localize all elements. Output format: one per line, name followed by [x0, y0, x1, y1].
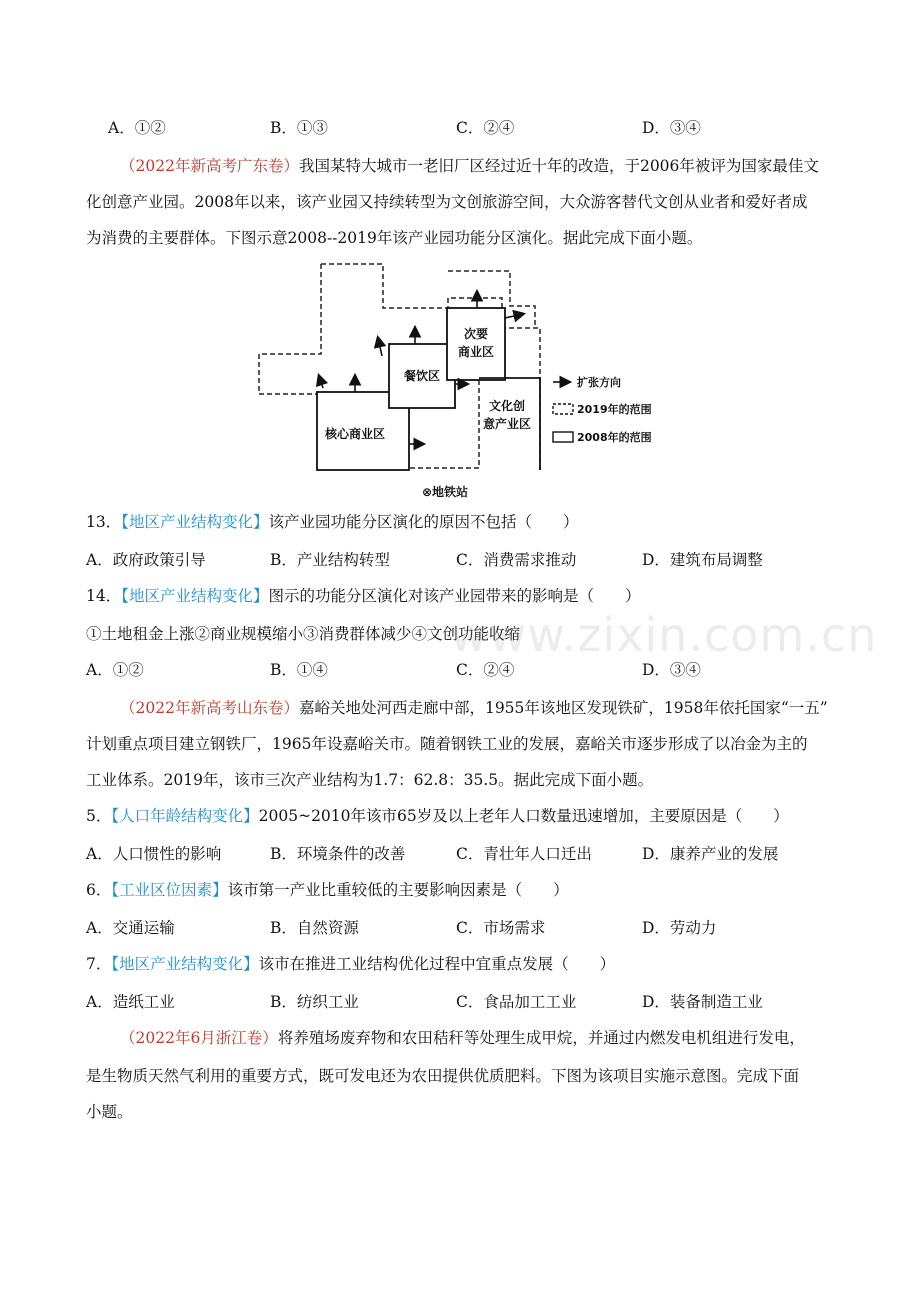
legend-2019-label: 2019年的范围: [577, 403, 652, 416]
q5-option-b: B．环境条件的改善: [270, 845, 406, 863]
question-number: 6．: [86, 881, 112, 899]
q13-option-d: D．建筑布局调整: [642, 551, 763, 569]
q14-option-b: B．①④: [270, 661, 328, 679]
question-number: 7．: [86, 955, 112, 973]
secondary-business-zone-box: [447, 308, 505, 380]
question-stem: 该市在推进工业结构优化过程中宜重点发展（ ）: [258, 955, 616, 973]
legend: [553, 375, 652, 444]
q6-option-c: C．市场需求: [456, 919, 546, 937]
q7-option-d: D．装备制造工业: [642, 993, 763, 1011]
topic-tag: 【人口年龄结构变化】: [111, 807, 259, 825]
q14-option-c: C．②④: [456, 661, 515, 679]
zone-diagram: [255, 258, 675, 502]
legend-dashed-swatch: [553, 404, 573, 414]
culture-zone-label-2: 意产业区: [482, 417, 532, 431]
topic-tag: 【地区产业结构变化】: [121, 587, 269, 605]
restaurant-zone-label: 餐饮区: [403, 369, 441, 383]
arrow-secondary-right: [505, 314, 523, 318]
option-a: A．①②: [108, 119, 166, 137]
watermark: www.zixin.com.cn: [450, 608, 878, 662]
q14-option-a: A．①②: [86, 661, 144, 679]
q7-option-a: A．造纸工业: [86, 993, 175, 1011]
passage-text: 将养殖场废弃物和农田秸秆等处理生成甲烷，并通过内燃发电机组进行发电，: [277, 1029, 805, 1047]
shandong-line-2: 计划重点项目建立钢铁厂，1965年设嘉峪关市。随着钢铁工业的发展，嘉峪关市逐步形成了以冶金为主的: [86, 735, 808, 753]
question-number: 5．: [86, 807, 112, 825]
source-label: （2022年新高考山东卷）: [120, 699, 299, 717]
q14-statements: ①土地租金上涨②商业规模缩小③消费群体减少④文创功能收缩: [86, 625, 521, 643]
question-stem: 该市第一产业比重较低的主要影响因素是（ ）: [227, 881, 569, 899]
guangdong-line-1: [120, 156, 819, 176]
q13-option-a: A．政府政策引导: [86, 551, 206, 569]
question-stem: 图示的功能分区演化对该产业园带来的影响是（ ）: [268, 587, 641, 605]
source-label: （2022年新高考广东卷）: [120, 157, 299, 175]
q5-option-a: A．人口惯性的影响: [86, 845, 222, 863]
q13-option-c: C．消费需求推动: [456, 551, 577, 569]
legend-expand-label: 扩张方向: [577, 376, 621, 389]
zhejiang-line-3: 小题。: [86, 1103, 133, 1121]
question-14: [86, 586, 641, 606]
option-c: C．②④: [456, 119, 515, 137]
core-zone-label: 核心商业区: [324, 427, 386, 441]
passage-text: 我国某特大城市一老旧厂区经过近十年的改造，于2006年被评为国家最佳文: [298, 157, 819, 175]
guangdong-line-2: 化创意产业园。2008年以来，该产业园又持续转型为文创旅游空间，大众游客替代文创从业者和爱好者成: [86, 193, 808, 211]
q14-option-d: D．③④: [642, 661, 701, 679]
topic-tag: 【地区产业结构变化】: [111, 955, 259, 973]
topic-tag: 【工业区位因素】: [111, 881, 228, 899]
metro-station-label: ⊗地铁站: [421, 485, 469, 499]
question-6: [86, 880, 569, 900]
question-number: 14．: [86, 587, 122, 605]
q7-option-b: B．纺织工业: [270, 993, 359, 1011]
arrow-core-up-left: [319, 376, 323, 388]
legend-solid-swatch: [553, 432, 573, 442]
option-b: B．①③: [270, 119, 328, 137]
topic-tag: 【地区产业结构变化】: [121, 513, 269, 531]
arrow-restaurant-up-left: [378, 338, 382, 356]
q6-option-d: D．劳动力: [642, 919, 717, 937]
question-stem: 该产业园功能分区演化的原因不包括（ ）: [268, 513, 579, 531]
q6-option-b: B．自然资源: [270, 919, 359, 937]
question-5: [86, 806, 789, 826]
q5-option-d: D．康养产业的发展: [642, 845, 779, 863]
secondary-zone-label-1: 次要: [463, 327, 489, 341]
culture-zone-label-1: 文化创: [488, 399, 526, 413]
q7-option-c: C．食品加工工业: [456, 993, 577, 1011]
source-label: （2022年6月浙江卷）: [120, 1029, 278, 1047]
shandong-line-1: [120, 698, 828, 718]
question-7: [86, 954, 615, 974]
guangdong-line-3: 为消费的主要群体。下图示意2008--2019年该产业园功能分区演化。据此完成下面小题。: [86, 229, 703, 247]
zhejiang-line-1: [120, 1028, 805, 1048]
q13-option-b: B．产业结构转型: [270, 551, 390, 569]
q5-option-c: C．青壮年人口迁出: [456, 845, 592, 863]
secondary-zone-label-2: 商业区: [457, 345, 495, 359]
question-number: 13．: [86, 513, 122, 531]
legend-2008-label: 2008年的范围: [577, 431, 652, 444]
option-d: D．③④: [642, 119, 701, 137]
question-13: [86, 512, 579, 532]
zhejiang-line-2: 是生物质天然气利用的重要方式，既可发电还为农田提供优质肥料。下图为该项目实施示意图。完成下面: [86, 1067, 800, 1085]
question-stem: 2005~2010年该市65岁及以上老年人口数量迅速增加，主要原因是（ ）: [258, 807, 789, 825]
q6-option-a: A．交通运输: [86, 919, 175, 937]
passage-text: 嘉峪关地处河西走廊中部，1955年该地区发现铁矿，1958年依托国家“一五”: [298, 699, 828, 717]
shandong-line-3: 工业体系。2019年，该市三次产业结构为1.7：62.8：35.5。据此完成下面小题。: [86, 771, 654, 789]
